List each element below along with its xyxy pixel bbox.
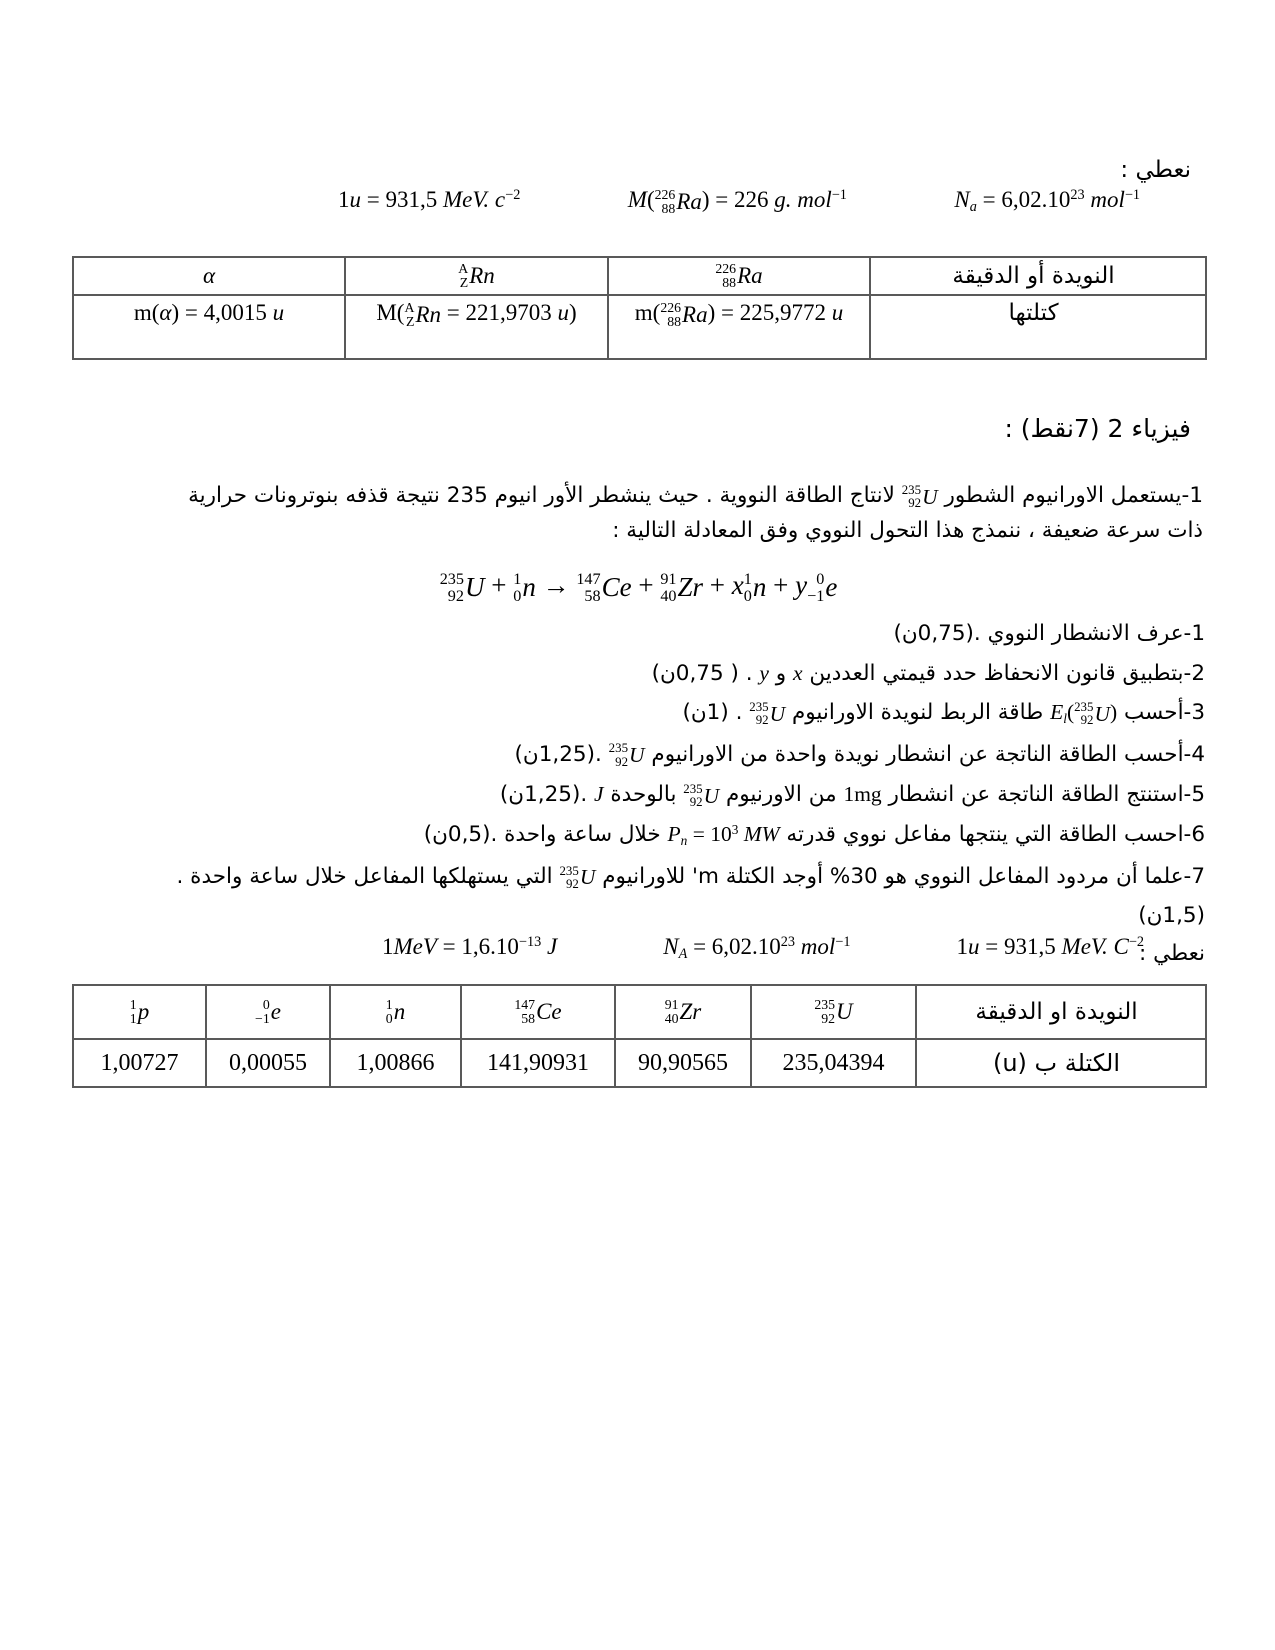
nuclide-notation: 1 0 n: [743, 570, 767, 605]
constant-molar-mass-radium: [628, 187, 847, 216]
text-token: ) = 4,0015: [171, 300, 273, 325]
text-token: MW: [743, 822, 780, 847]
table2-mass-proton: 1,00727: [73, 1039, 206, 1087]
text-token: u: [349, 187, 361, 212]
text-token: n: [680, 833, 688, 849]
text-token: (1,5ن): [1138, 902, 1205, 928]
text-token: u: [831, 300, 844, 325]
text-token: ): [1109, 700, 1118, 724]
given-label-top: نعطي :: [1120, 157, 1191, 183]
nuclide-notation: 235 92 U: [749, 699, 786, 728]
text-token: ) = 226: [701, 187, 775, 212]
text-token: a: [969, 199, 977, 216]
nuclide-notation: 235 92 U: [901, 482, 938, 511]
table2-header-zirconium: [615, 985, 751, 1039]
text-token: m(: [133, 300, 160, 325]
text-token: x: [731, 570, 744, 600]
question-2: [72, 654, 1205, 694]
text-token: y: [795, 570, 808, 600]
text-token: التي يستهلكها المفاعل خلال ساعة واحدة .: [176, 863, 560, 889]
text-token: 1: [382, 934, 394, 959]
text-token: 2-بتطبيق قانون الانحفاظ حدد قيمتي العددين: [802, 660, 1205, 686]
nuclide-notation: 235 92 U: [814, 997, 853, 1027]
text-token: = 221,9703: [441, 300, 558, 325]
table1-mass-radon: [345, 295, 608, 359]
text-token: (: [1066, 700, 1075, 724]
text-token: 23: [1070, 187, 1085, 204]
inline-formula: [1050, 699, 1118, 728]
text-token: (: [646, 187, 655, 212]
text-token: = 931,5: [361, 187, 443, 212]
text-token: →: [535, 570, 577, 600]
text-token: M: [627, 187, 647, 212]
text-token: طاقة الربط لنويدة الاورانيوم: [785, 700, 1051, 725]
text-token: 4-أحسب الطاقة الناتجة عن انشطار نويدة واحدة من الاورانيوم: [644, 741, 1205, 767]
text-token: mol: [800, 934, 836, 959]
table2-header-neutron: [330, 985, 461, 1039]
text-token: u: [557, 300, 569, 325]
text-token: 3-أحسب: [1117, 700, 1205, 725]
text-token: خلال ساعة واحدة .(0,5ن): [423, 822, 668, 848]
table1-row-label: كتلتها: [870, 295, 1206, 359]
text-token: u: [968, 934, 980, 959]
nuclide-notation: 147 58 Ce: [514, 997, 562, 1027]
nuclide-notation: 1 0 n: [385, 997, 406, 1027]
text-token: بالوحدة: [603, 781, 684, 807]
text-token: 23: [780, 934, 796, 951]
question-7: [72, 857, 1205, 897]
text-token: من الاورنيوم: [719, 781, 844, 807]
nuclide-notation: 147 58 Ce: [576, 570, 632, 605]
text-token: 1-عرف الانشطار النووي .(0,75ن): [893, 621, 1205, 646]
text-token: −1: [831, 187, 847, 204]
inline-formula: [749, 699, 786, 728]
text-token: −1: [835, 934, 851, 951]
text-token: E: [1050, 700, 1064, 724]
questions-list: [72, 615, 1205, 974]
text-token: +: [631, 570, 661, 600]
text-token: +: [703, 570, 732, 600]
text-token: mol: [1090, 187, 1125, 212]
text-token: MeV. C: [1061, 934, 1129, 959]
text-token: = 6,02.10: [976, 187, 1071, 212]
text-token: +: [766, 570, 796, 600]
table2-mass-neutron: 1,00866: [330, 1039, 461, 1087]
constant-avogadro-number: [954, 187, 1140, 216]
text-token: و: [768, 660, 793, 686]
nuclide-notation: 91 40 Zr: [664, 997, 702, 1027]
nuclide-notation: 1 1 p: [129, 997, 150, 1027]
table2-header-electron: [206, 985, 330, 1039]
question-4: [72, 735, 1205, 775]
nuclide-notation: 235 92 U: [1074, 699, 1110, 728]
text-token: P: [667, 822, 681, 847]
text-token: . (1ن): [682, 700, 750, 725]
text-token: = 931,5: [979, 934, 1062, 959]
nuclide-notation: A Z Rn: [404, 299, 441, 329]
text-token: 1mg: [843, 781, 882, 806]
table2-row-label: الكتلة ب (u): [916, 1039, 1206, 1087]
text-token: u: [272, 300, 285, 325]
table1-header-alpha: [73, 257, 345, 295]
table2-mass-zirconium: 90,90565: [615, 1039, 751, 1087]
text-token: .(1,25ن): [499, 781, 595, 807]
text-token: 6-احسب الطاقة التي ينتجها مفاعل نووي قدرته: [779, 822, 1205, 848]
nuclide-notation: 235 92 U: [683, 781, 720, 809]
text-token: 3: [731, 821, 739, 837]
text-token: 1: [338, 187, 350, 212]
nuclide-notation: 235 92 U: [559, 863, 596, 891]
text-token: l: [1063, 710, 1067, 726]
table1-header-radium: [608, 257, 870, 295]
constants-line-top: [338, 187, 1140, 216]
text-token: J: [546, 934, 558, 959]
text-token: MeV: [393, 934, 437, 959]
section-title-physics2: فيزياء 2 (7نقط) :: [1004, 414, 1191, 443]
text-token: m(: [634, 300, 661, 325]
intro-paragraph-line2: [72, 514, 1203, 548]
text-token: g. mol: [774, 187, 832, 212]
nuclide-notation: 226 88 Ra: [660, 299, 708, 329]
text-token: .(1,25ن): [514, 741, 609, 767]
inline-formula: [683, 781, 720, 809]
nuclide-notation: 226 88 Ra: [654, 186, 702, 216]
nuclide-notation: 235 92 U: [608, 741, 645, 769]
text-token: −2: [505, 187, 521, 204]
nuclide-notation: 235 92 U: [439, 570, 485, 605]
table2-mass-electron: 0,00055: [206, 1039, 330, 1087]
text-token: = 6,02.10: [687, 934, 781, 959]
nuclide-mass-table-fission: [72, 984, 1207, 1088]
intro-paragraph: [72, 478, 1203, 548]
question-7-marks: [72, 897, 1205, 936]
table2-header-proton: [73, 985, 206, 1039]
constant-atomic-mass-unit-2: [957, 934, 1144, 960]
inline-formula: [608, 741, 645, 769]
inline-formula: [901, 482, 938, 511]
nuclide-notation: 0 −1 e: [807, 570, 838, 605]
text-token: x: [793, 660, 803, 685]
nuclide-mass-table-alpha-decay: [72, 256, 1207, 360]
text-token: α: [159, 300, 172, 325]
question-3: [72, 693, 1205, 735]
text-token: لانتاج الطاقة النووية . حيث ينشطر الأور انيوم 235 نتيجة قذفه بنوترونات حرارية: [188, 483, 902, 508]
inline-formula: [559, 863, 596, 891]
nuclide-notation: A Z Rn: [458, 261, 495, 291]
text-token: M(: [376, 300, 405, 325]
text-token: = 1,6.10: [436, 934, 519, 959]
inline-formula: [667, 821, 780, 849]
nuclide-notation: 226 88 Ra: [715, 261, 763, 291]
question-6: [72, 815, 1205, 857]
text-token: 1: [956, 934, 969, 959]
fission-nuclear-equation: [72, 570, 1205, 604]
constant-atomic-mass-unit: [338, 187, 520, 216]
inline-formula: [843, 782, 881, 806]
text-token: ): [568, 300, 577, 325]
text-token: +: [484, 570, 514, 600]
text-token: 1-يستعمل الاورانيوم الشطور: [937, 483, 1203, 508]
table1-mass-alpha: [73, 295, 345, 359]
constant-avogadro-number-2: [663, 934, 851, 963]
constants-line-bottom: [382, 934, 1144, 963]
text-token: A: [678, 946, 688, 963]
text-token: N: [663, 934, 679, 959]
table2-mass-cerium: 141,90931: [461, 1039, 615, 1087]
nuclide-notation: 91 40 Zr: [660, 570, 704, 605]
table1-header-label: النويدة أو الدقيقة: [870, 257, 1206, 295]
table2-header-uranium: [751, 985, 916, 1039]
text-token: y: [759, 660, 769, 685]
table2-header-label: النويدة او الدقيقة: [916, 985, 1206, 1039]
question-5: [72, 775, 1205, 815]
text-token: J: [594, 781, 604, 806]
text-token: −2: [1128, 934, 1144, 951]
question-1: [72, 615, 1205, 654]
given-label-bottom: نعطي :: [1139, 941, 1205, 967]
text-token: α: [202, 263, 216, 288]
table2-mass-uranium: 235,04394: [751, 1039, 916, 1087]
text-token: N: [954, 187, 970, 212]
text-token: MeV. c: [442, 187, 506, 212]
table2-header-cerium: [461, 985, 615, 1039]
text-token: . ( 0,75ن): [651, 660, 760, 686]
text-token: −13: [518, 934, 542, 951]
text-token: ) = 225,9772: [707, 300, 832, 325]
inline-formula: [759, 661, 769, 685]
inline-formula: [793, 661, 803, 685]
text-token: 5-استنتج الطاقة الناتجة عن انشطار: [881, 781, 1205, 807]
text-token: ذات سرعة ضعيفة ، ننمذج هذا التحول النووي وفق المعادلة التالية :: [612, 518, 1203, 544]
text-token: 7-علما أن مردود المفاعل النووي هو 30% أوجد الكتلة m' للاورانيوم: [595, 863, 1205, 889]
nuclide-notation: 1 0 n: [513, 570, 536, 605]
nuclide-notation: 0 −1 e: [255, 997, 281, 1027]
text-token: −1: [1124, 187, 1140, 204]
intro-paragraph-line1: [72, 478, 1203, 514]
table1-header-radon: [345, 257, 608, 295]
inline-formula: [594, 782, 604, 806]
constant-mev-joule: [382, 934, 557, 960]
table1-mass-radium: [608, 295, 870, 359]
text-token: = 10: [687, 822, 732, 847]
